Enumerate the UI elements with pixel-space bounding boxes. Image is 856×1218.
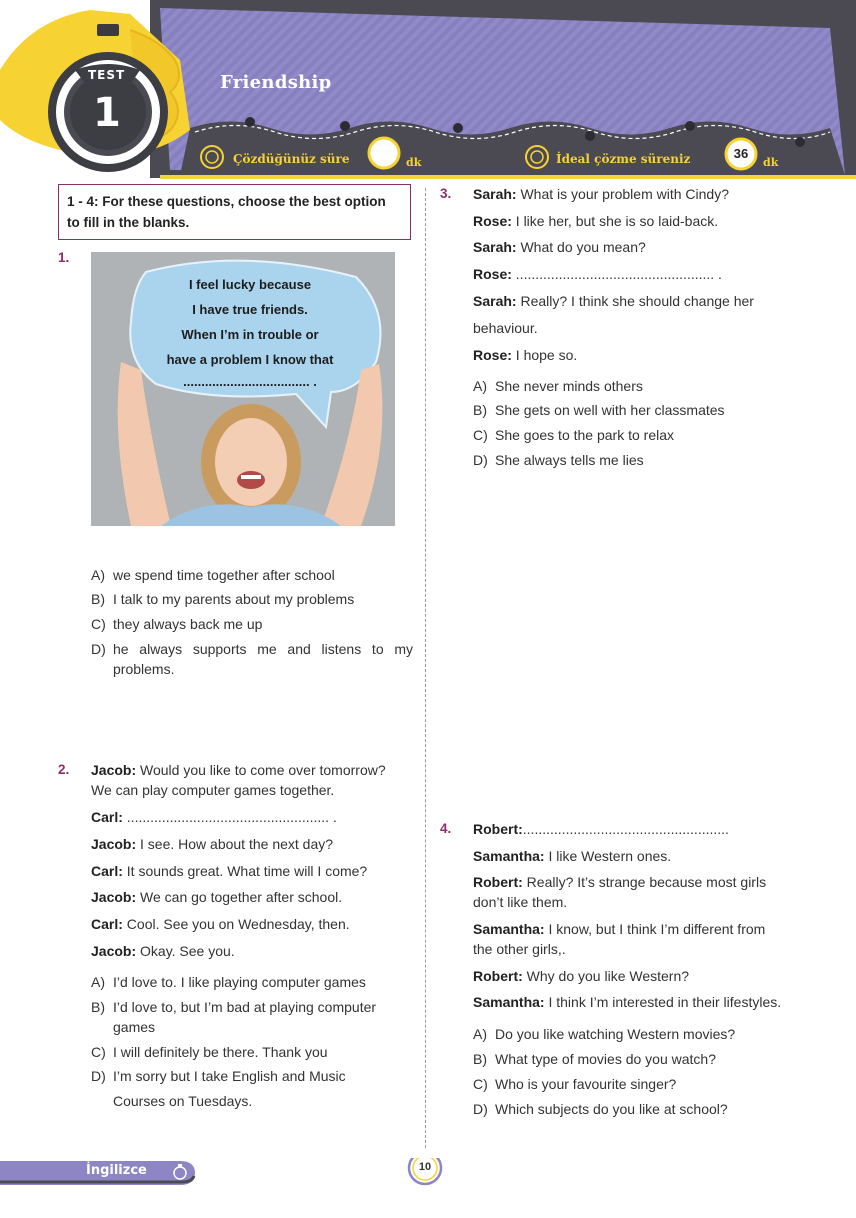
question-1-option-d-cont: [113, 659, 174, 679]
option-letter: A): [473, 378, 487, 394]
speaker-name: Sarah:: [473, 186, 517, 202]
speaker-name: Robert:: [473, 874, 523, 890]
question-4-option-d[interactable]: [473, 1099, 728, 1119]
dialogue-text: I think I’m interested in their lifestyles.: [544, 994, 782, 1010]
question-4-option-a[interactable]: [473, 1024, 735, 1044]
dialogue-line: [473, 892, 567, 912]
option-text: I will definitely be there. Thank you: [113, 1044, 328, 1060]
page-number: 10: [418, 1161, 432, 1173]
option-text: Which subjects do you like at school?: [495, 1101, 728, 1117]
option-text: games: [113, 1019, 156, 1035]
option-letter: C): [91, 1044, 106, 1060]
dialogue-text: What is your problem with Cindy?: [516, 186, 729, 202]
question-3-number: 3.: [440, 186, 452, 201]
speaker-name: Rose:: [473, 213, 512, 229]
question-2-number: 2.: [58, 762, 70, 777]
question-3-option-d[interactable]: [473, 450, 644, 470]
dialogue-line: [91, 760, 386, 780]
dialogue-line: [473, 819, 729, 839]
speaker-name: Samantha:: [473, 848, 545, 864]
option-text: Do you like watching Western movies?: [495, 1026, 736, 1042]
option-letter: C): [473, 1076, 488, 1092]
speaker-name: Carl:: [91, 863, 123, 879]
dialogue-text: the other girls,.: [473, 941, 566, 957]
dialogue-text: We can play computer games together.: [91, 782, 335, 798]
dialogue-line: [473, 318, 538, 338]
option-text: She gets on well with her classmates: [495, 402, 725, 418]
speaker-name: Samantha:: [473, 921, 545, 937]
question-4-number: 4.: [440, 821, 452, 836]
dialogue-text: Okay. See you.: [136, 943, 235, 959]
dialogue-line: [473, 345, 577, 365]
dialogue-line: [473, 237, 646, 257]
dialogue-text: I hope so.: [511, 347, 578, 363]
option-text: we spend time together after school: [113, 567, 335, 583]
speaker-name: Carl:: [91, 916, 123, 932]
dialogue-line: [91, 834, 333, 854]
option-text: What type of movies do you watch?: [495, 1051, 716, 1067]
dialogue-text: It sounds great. What time will I come?: [122, 863, 368, 879]
option-letter: B): [91, 999, 105, 1015]
option-letter: B): [473, 1051, 487, 1067]
option-letter: C): [91, 616, 106, 632]
option-letter: D): [91, 1068, 106, 1084]
question-2-option-d-cont: [113, 1091, 252, 1111]
question-2-option-b-cont: [113, 1017, 155, 1037]
question-2-option-d[interactable]: [91, 1066, 346, 1086]
option-letter: B): [91, 591, 105, 607]
ideal-time-value: 36: [733, 146, 749, 161]
option-text: She goes to the park to relax: [495, 427, 674, 443]
option-text: he always supports me and listens to my: [113, 641, 413, 657]
dialogue-line: [473, 846, 671, 866]
ideal-time-unit: dk: [763, 156, 779, 169]
option-letter: A): [473, 1026, 487, 1042]
question-1-option-b[interactable]: [91, 589, 354, 609]
option-text: they always back me up: [113, 616, 263, 632]
speaker-name: Jacob:: [91, 762, 137, 778]
option-text: I’d love to. I like playing computer games: [113, 974, 366, 990]
bubble-line: When I’m in trouble or: [181, 327, 319, 342]
dialogue-text: behaviour.: [473, 320, 538, 336]
bubble-line: have a problem I know that: [166, 352, 334, 367]
dialogue-text: Would you like to come over tomorrow?: [136, 762, 386, 778]
option-letter: D): [91, 641, 106, 657]
question-4-option-c[interactable]: [473, 1074, 676, 1094]
dialogue-line: [91, 807, 337, 827]
option-text: Who is your favourite singer?: [495, 1076, 677, 1092]
dialogue-line: [91, 887, 342, 907]
test-number: 1: [93, 90, 121, 136]
option-letter: A): [91, 567, 105, 583]
bubble-line: I feel lucky because: [188, 277, 312, 292]
dialogue-text: What do you mean?: [516, 239, 646, 255]
speaker-name: Jacob:: [91, 836, 137, 852]
ideal-time-label: İdeal çözme süreniz: [556, 152, 691, 166]
option-text: I talk to my parents about my problems: [113, 591, 355, 607]
question-3-option-b[interactable]: [473, 400, 725, 420]
question-3-option-a[interactable]: [473, 376, 643, 396]
dialogue-line: [473, 291, 754, 311]
bubble-line: ................................... .: [183, 374, 317, 389]
dialogue-text: We can go together after school.: [136, 889, 343, 905]
question-1-option-c[interactable]: [91, 614, 262, 634]
option-text: She never minds others: [495, 378, 643, 394]
dialogue-line: [91, 914, 350, 934]
option-text: She always tells me lies: [495, 452, 644, 468]
speaker-name: Carl:: [91, 809, 123, 825]
dialogue-line: [473, 919, 765, 939]
question-1-option-d[interactable]: [91, 639, 413, 659]
dialogue-line: [473, 211, 718, 231]
dialogue-line: [473, 966, 689, 986]
dialogue-line: [91, 780, 334, 800]
option-text: problems.: [113, 661, 175, 677]
dialogue-line: [473, 939, 566, 959]
speaker-name: Rose:: [473, 347, 512, 363]
dialogue-text: I see. How about the next day?: [136, 836, 334, 852]
option-letter: D): [473, 452, 488, 468]
question-4-option-b[interactable]: [473, 1049, 716, 1069]
speaker-name: Samantha:: [473, 994, 545, 1010]
speaker-name: Robert:: [473, 821, 523, 837]
dialogue-text: ................................................... .: [511, 266, 722, 282]
option-letter: D): [473, 1101, 488, 1117]
test-label: TEST: [88, 68, 126, 82]
dialogue-text: Why do you like Western?: [522, 968, 690, 984]
dialogue-line: [91, 861, 367, 881]
speaker-name: Robert:: [473, 968, 523, 984]
speaker-name: Sarah:: [473, 293, 517, 309]
speech-bubble-text: [150, 272, 350, 394]
dialogue-line: [91, 941, 235, 961]
dialogue-line: [473, 872, 766, 892]
dialogue-line: [473, 184, 729, 204]
dialogue-text: I know, but I think I’m different from: [544, 921, 766, 937]
dialogue-line: [473, 264, 722, 284]
dialogue-text: Really? I think she should change her: [516, 293, 754, 309]
instructions-box: 1 - 4: For these questions, choose the best option to fill in the blanks.: [58, 184, 411, 240]
question-1-number: 1.: [58, 250, 70, 265]
question-2-option-a[interactable]: [91, 972, 366, 992]
speaker-name: Sarah:: [473, 239, 517, 255]
dialogue-line: [473, 992, 781, 1012]
column-divider: [425, 188, 426, 1148]
dialogue-text: I like Western ones.: [544, 848, 672, 864]
option-text: I’d love to, but I’m bad at playing computer: [113, 999, 377, 1015]
speaker-name: Jacob:: [91, 943, 137, 959]
page-title: Friendship: [220, 72, 332, 93]
speaker-name: Rose:: [473, 266, 512, 282]
dialogue-text: Really? It’s strange because most girls: [522, 874, 767, 890]
option-letter: C): [473, 427, 488, 443]
option-text: I’m sorry but I take English and Music: [113, 1068, 346, 1084]
option-text: Courses on Tuesdays.: [113, 1093, 253, 1109]
solved-time-unit: dk: [406, 156, 422, 169]
dialogue-text: Cool. See you on Wednesday, then.: [122, 916, 350, 932]
speaker-name: Jacob:: [91, 889, 137, 905]
dialogue-text: don’t like them.: [473, 894, 568, 910]
option-letter: A): [91, 974, 105, 990]
bubble-line: I have true friends.: [192, 302, 308, 317]
question-1-option-a[interactable]: [91, 565, 335, 585]
dialogue-text: .....................................................: [522, 821, 729, 837]
solved-time-label: Çözdüğünüz süre: [233, 152, 350, 166]
question-2-option-c[interactable]: [91, 1042, 328, 1062]
dialogue-text: I like her, but she is so laid-back.: [511, 213, 719, 229]
question-3-option-c[interactable]: [473, 425, 674, 445]
option-letter: B): [473, 402, 487, 418]
question-2-option-b[interactable]: [91, 997, 376, 1017]
subject-label: İngilizce: [86, 1163, 147, 1178]
dialogue-text: .................................................... .: [122, 809, 337, 825]
